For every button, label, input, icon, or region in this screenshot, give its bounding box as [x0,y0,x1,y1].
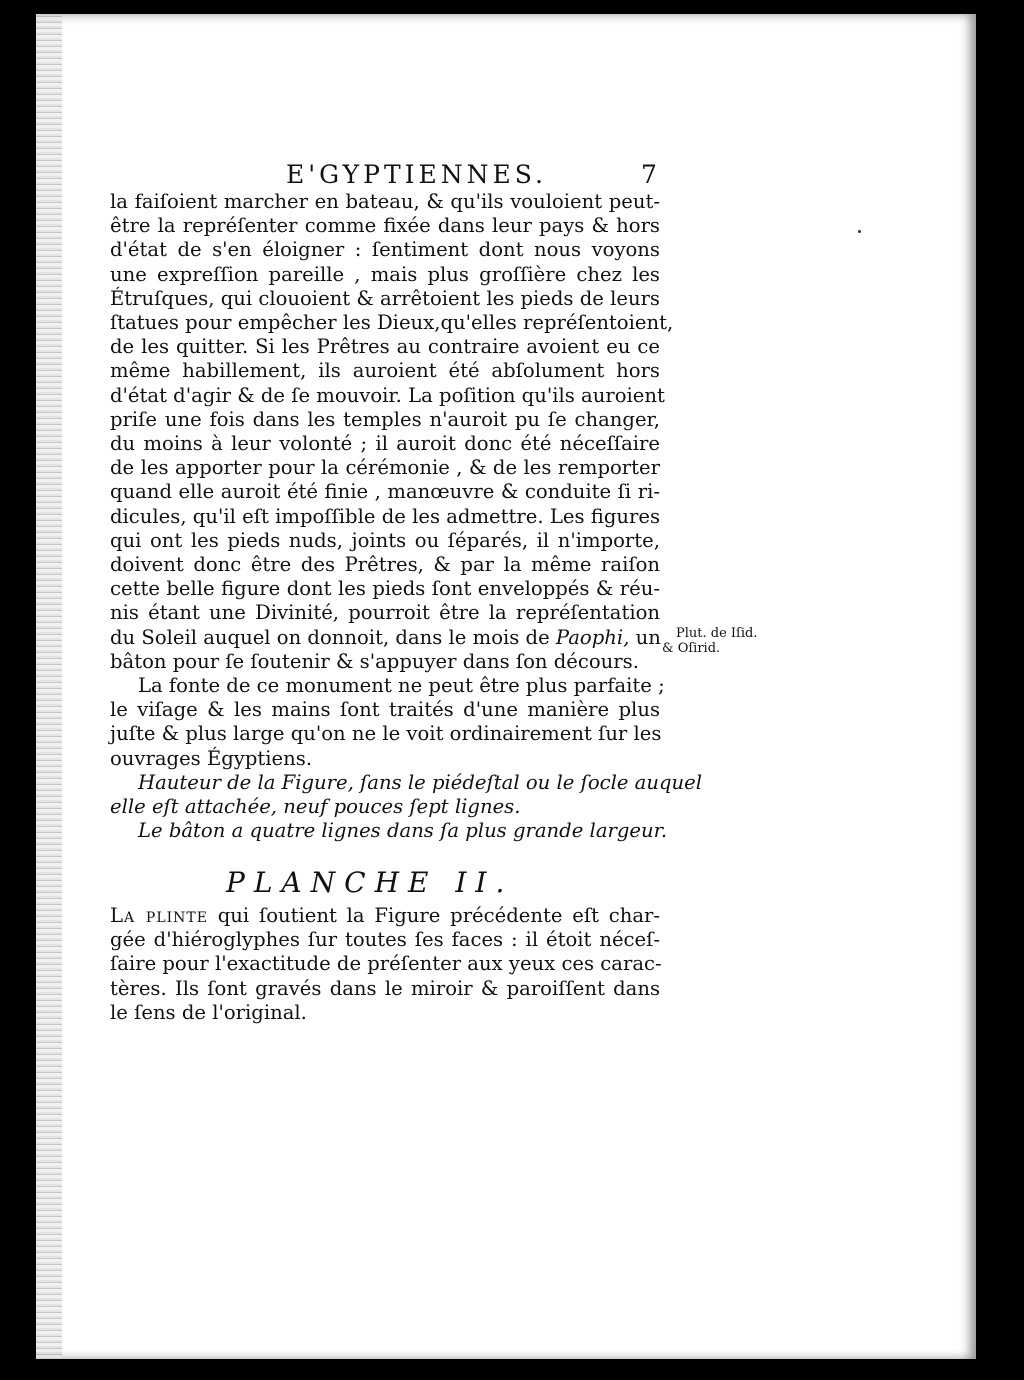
text-line: le ſens de l'original. [110,1000,307,1024]
dimension-line: Le bâton a quatre lignes dans ſa plus grande largeur. [138,819,668,843]
text-line: bâton pour ſe ſoutenir & s'appuyer dans ſon décours. [110,649,639,673]
text-segment: un [629,625,661,649]
dimension-line: elle eſt attachée, neuf pouces ſept lignes. [110,795,521,819]
text-line: juſte & plus large qu'on ne le voit ordinairement ſur les [110,722,662,746]
text-line: du moins à leur volonté ; il auroit donc été néceſſaire [110,432,660,456]
text-segment: du Soleil auquel on donnoit, dans le mois de [110,625,556,649]
text-line: tères. Ils ſont gravés dans le miroir & paroiſſent dans [110,976,660,1000]
text-line: nis étant une Divinité, pourroit être la repréſentation [110,601,660,625]
ink-speck [858,230,861,233]
text-line: La fonte de ce monument ne peut être plus parfaite ; [138,674,665,698]
text-line: d'état de s'en éloigner : ſentiment dont nous voyons [110,238,660,262]
margin-note-line: Plut. de Iſid. [676,626,758,641]
text-line: ſaire pour l'exactitude de préſenter aux yeux ces carac- [110,952,662,976]
dimension-line: Hauteur de la Figure, ſans le piédeſtal ou le ſocle auquel [138,770,702,794]
text-line: cette belle figure dont les pieds ſont enveloppés & réu- [110,577,660,601]
text-line: être la repréſenter comme fixée dans leur pays & hors [110,214,660,238]
text-line: Étruſques, qui clouoient & arrêtoient les pieds de leurs [110,286,660,310]
text-line: dicules, qu'il eſt impoſſible de les admettre. Les figures [110,504,660,528]
text-line: le viſage & les mains ſont traités d'une manière plus [110,698,660,722]
text-line: une expreſſion pareille , mais plus groſſière chez les [110,262,660,286]
page-number: 7 [641,160,657,189]
text-segment: qui ſoutient la Figure précédente eſt char- [207,904,661,927]
page-edge-shadow [36,14,62,1359]
text-line: doivent donc être des Prêtres, & par la même raiſon [110,553,660,577]
italic-word: Paophi, [555,625,630,649]
margin-note [662,626,757,656]
text-line: priſe une fois dans les temples n'auroit pu ſe changer, [110,407,660,431]
text-line: ſtatues pour empêcher les Dieux,qu'elles repréſentoient, [110,311,674,335]
margin-note-line: & Oſirid. [662,641,721,656]
text-line: même habillement, ils auroient été abſolument hors [110,359,660,383]
plate-heading: PLANCHE II. [226,866,514,899]
text-line: la faiſoient marcher en bateau, & qu'ils vouloient peut- [110,190,660,213]
running-title: E'GYPTIENNES. [286,160,547,189]
plate-text [110,904,660,1025]
book-page [36,14,976,1359]
text-line: d'état d'agir & de ſe mouvoir. La poſition qu'ils auroient [110,383,665,407]
text-line: ouvrages Égyptiens. [110,746,313,770]
text-line: de les quitter. Si les Prêtres au contraire avoient eu ce [110,335,660,359]
text-line: gée d'hiéroglyphes ſur toutes ſes faces : il étoit néceſ- [110,928,660,952]
small-caps-lead: La plinte [110,904,208,927]
text-line: qui ont les pieds nuds, joints ou ſéparés, il n'importe, [110,528,660,552]
text-line-paophi [110,626,660,650]
text-line [110,904,660,928]
text-line: de les apporter pour la cérémonie , & de les remporter [110,456,660,480]
text-line: quand elle auroit été finie , manœuvre & conduite ſi ri- [110,480,660,504]
